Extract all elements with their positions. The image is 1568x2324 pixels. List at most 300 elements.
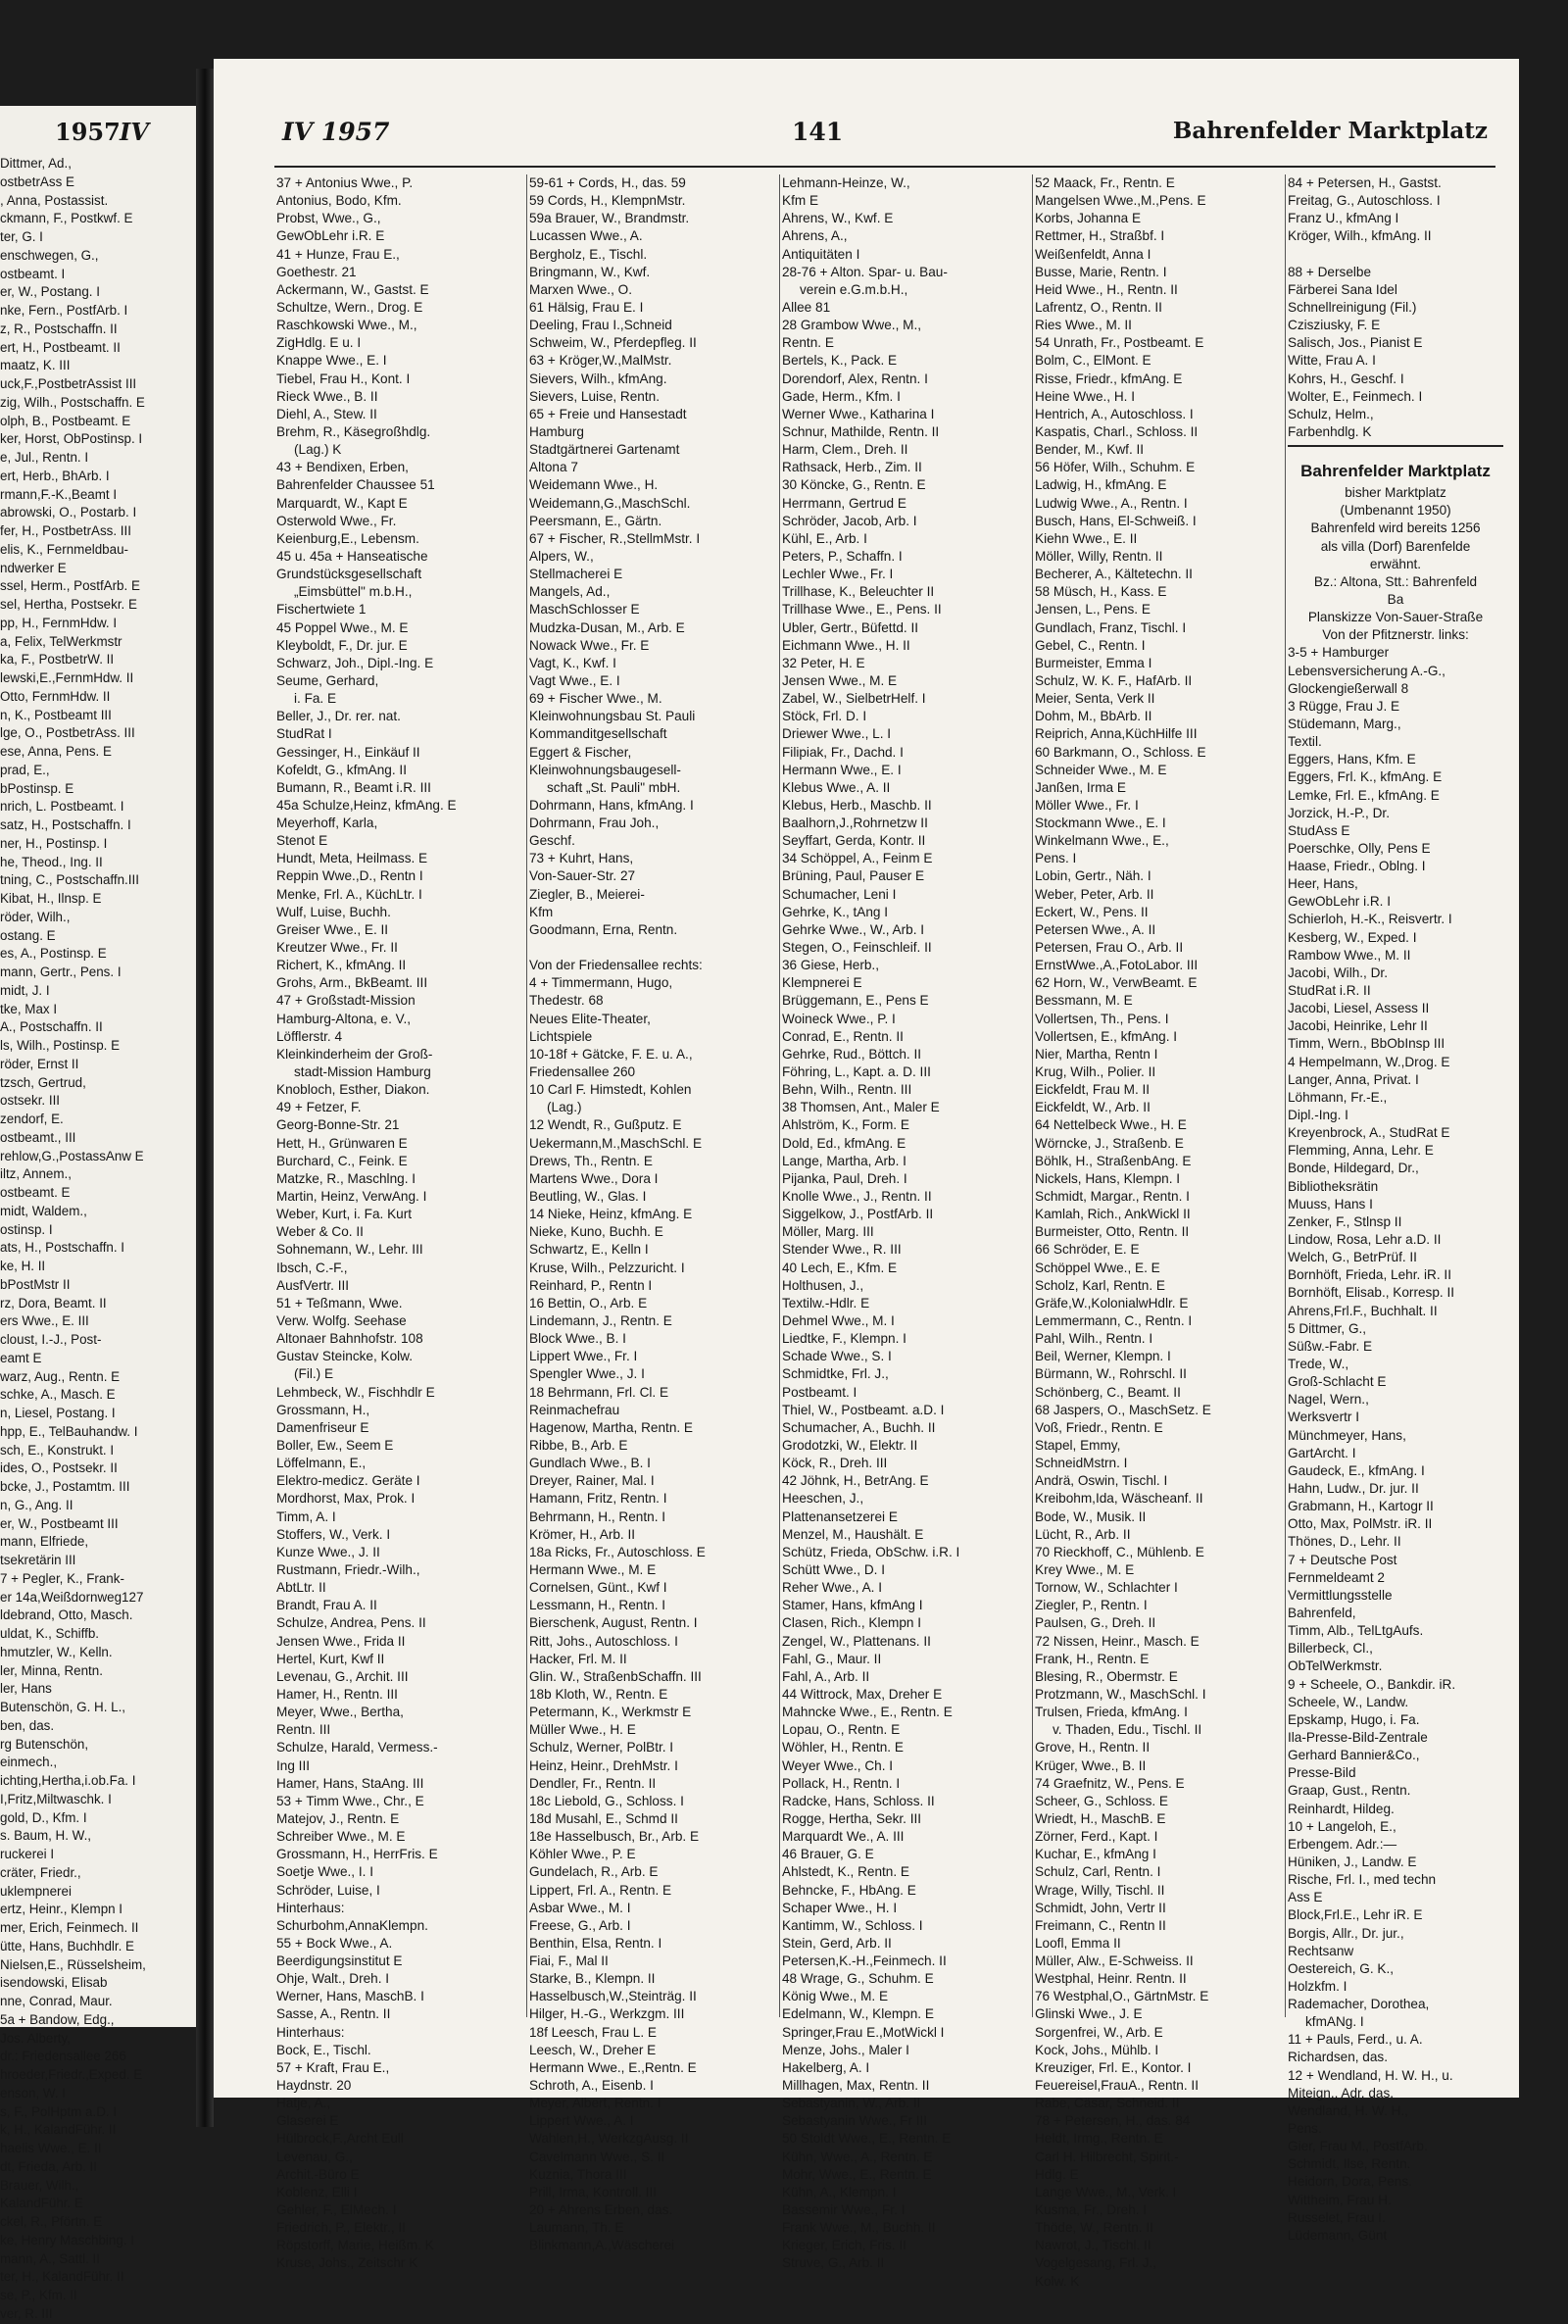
directory-entry: Gehrke, Rud., Böttch. II bbox=[782, 1046, 922, 1062]
directory-entry: Stenot E bbox=[276, 833, 328, 849]
directory-entry: Gundelach, R., Arb. E bbox=[529, 1864, 659, 1880]
column-2 bbox=[529, 174, 776, 2253]
left-page-entry: mer, Erich, Feinmech. II bbox=[0, 1920, 139, 1935]
directory-entry: Seyffart, Gerda, Kontr. II bbox=[782, 833, 926, 849]
directory-entry: Menze, Johs., Maler I bbox=[782, 2042, 909, 2057]
directory-entry: Gundlach, Franz, Tischl. I bbox=[1035, 619, 1187, 635]
directory-entry: Clasen, Rich., Klempn I bbox=[782, 1615, 922, 1631]
directory-entry: Bahrenfelder Chaussee 51 bbox=[276, 477, 435, 493]
left-page-entry: Nielsen,E., Rüsselsheim, bbox=[0, 1956, 146, 1972]
left-page-entry: ckmann, F., Postkwf. E bbox=[0, 211, 133, 226]
left-page-entry: s. Baum, H. W., bbox=[0, 1828, 92, 1844]
left-page-entry: , Anna, Postassist. bbox=[0, 192, 109, 208]
left-page-entry: ckel, R., Pförtn. E bbox=[0, 2214, 103, 2229]
directory-entry: 68 Jaspers, O., MaschSetz. E bbox=[1035, 1402, 1211, 1417]
directory-entry: Graap, Gust., Rentn. bbox=[1288, 1783, 1411, 1799]
directory-entry: Wolter, E., Feinmech. I bbox=[1288, 388, 1423, 404]
directory-entry: Trillhase, K., Beleuchter II bbox=[782, 584, 935, 600]
directory-entry: Rustmann, Friedr.-Wilh., bbox=[276, 1561, 420, 1577]
directory-entry: Kreibohm,Ida, Wäscheanf. II bbox=[1035, 1491, 1203, 1507]
directory-entry: Weber, Kurt, i. Fa. Kurt bbox=[276, 1207, 413, 1222]
directory-entry: Ahrens, W., Kwf. E bbox=[782, 211, 894, 226]
directory-entry: Alpers, W., bbox=[529, 548, 594, 564]
directory-entry: Hinterhaus: bbox=[276, 1900, 345, 1915]
directory-entry: Herrmann, Gertrud E bbox=[782, 495, 906, 511]
directory-entry: Schröder, Luise, I bbox=[276, 1882, 380, 1898]
directory-entry: Blesing, R., Obermstr. E bbox=[1035, 1668, 1178, 1684]
left-page-entry: ostbeamt. E bbox=[0, 1185, 71, 1200]
directory-entry: Kaspatis, Charl., Schloss. II bbox=[1035, 423, 1199, 439]
left-page-entry: er, W., Postang. I bbox=[0, 284, 100, 300]
directory-entry: 59-61 + Cords, H., das. 59 bbox=[529, 175, 686, 190]
directory-entry: Ziegler, P., Rentn. I bbox=[1035, 1598, 1148, 1613]
left-page-entry: ert, Herb., BhArb. I bbox=[0, 468, 110, 483]
directory-entry: Heinz, Heinr., DrehMstr. I bbox=[529, 1757, 678, 1773]
directory-entry: Weber & Co. II bbox=[276, 1224, 364, 1240]
directory-entry: Starke, B., Klempn. II bbox=[529, 1971, 656, 1987]
left-page-entry: pp, H., FernmHdw. I bbox=[0, 615, 118, 630]
left-page-entry: einmech., bbox=[0, 1755, 58, 1770]
directory-entry: Kröger, Wilh., kfmAng. II bbox=[1288, 228, 1432, 244]
left-page-entry: ostang. E bbox=[0, 927, 56, 943]
directory-entry: Reppin Wwe.,D., Rentn I bbox=[276, 868, 423, 884]
directory-entry: Lafrentz, O., Rentn. II bbox=[1035, 299, 1162, 315]
left-page-entry: iltz, Annem., bbox=[0, 1166, 72, 1182]
left-page-header bbox=[0, 114, 196, 153]
directory-entry: Stegen, O., Feinschleif. II bbox=[782, 940, 932, 956]
left-page-entry: s, F., PolHptm a.D. I bbox=[0, 2103, 118, 2119]
left-page-entry: rz, Dora, Beamt. II bbox=[0, 1295, 107, 1310]
directory-entry: Thönes, D., Lehr. II bbox=[1288, 1534, 1401, 1550]
directory-entry: Von der Pfitznerstr. links: bbox=[1322, 627, 1469, 643]
directory-entry: Hamer, Hans, StaAng. III bbox=[276, 1775, 424, 1791]
directory-entry: 58 Müsch, H., Kass. E bbox=[1035, 584, 1167, 600]
directory-entry: 4 + Timmermann, Hugo, bbox=[529, 975, 673, 991]
directory-entry: Hamer, H., Rentn. III bbox=[276, 1686, 398, 1702]
directory-entry: Werner, Hans, MaschB. I bbox=[276, 1989, 424, 2004]
directory-entry: Billerbeck, Cl., bbox=[1288, 1641, 1373, 1656]
directory-entry: Millhagen, Max, Rentn. II bbox=[782, 2078, 930, 2094]
directory-entry: Schumacher, Leni I bbox=[782, 886, 897, 902]
directory-entry: Lehmann-Heinze, W., bbox=[782, 175, 910, 190]
directory-entry: Lippert Wwe., Fr. I bbox=[529, 1349, 638, 1364]
directory-entry: Soetje Wwe., I. I bbox=[276, 1864, 373, 1880]
left-page-entry: enson, W. I bbox=[0, 2085, 66, 2101]
directory-entry: Gehler, F., ElMech. I bbox=[276, 2202, 397, 2218]
directory-entry: Kleinwohnungsbaugesell- bbox=[529, 762, 681, 777]
directory-entry: Ladwig, H., kfmAng. E bbox=[1035, 477, 1167, 493]
directory-entry: Eickfeldt, Frau M. II bbox=[1035, 1082, 1151, 1098]
directory-entry: Frank, H., Rentn. E bbox=[1035, 1651, 1150, 1666]
directory-entry: 4 Hempelmann, W.,Drog. E bbox=[1288, 1054, 1450, 1069]
directory-entry: Klempnerei E bbox=[782, 975, 862, 991]
directory-entry: Heid Wwe., H., Rentn. II bbox=[1035, 281, 1178, 297]
section-rule bbox=[1288, 445, 1503, 455]
directory-entry: Bertels, K., Pack. E bbox=[782, 353, 898, 369]
left-page-entry: abrowski, O., Postarb. I bbox=[0, 505, 137, 520]
left-page-entry: dr.: Friedensallee 266 bbox=[0, 2049, 126, 2064]
directory-entry: Lange Wwe., M., Verk. I bbox=[1035, 2184, 1177, 2200]
directory-entry: als villa (Dorf) Barenfelde bbox=[1320, 538, 1471, 554]
directory-entry: Woineck Wwe., P. I bbox=[782, 1011, 896, 1026]
directory-entry: SchneidMstrn. I bbox=[1035, 1456, 1128, 1471]
directory-entry: Hamann, Fritz, Rentn. I bbox=[529, 1491, 667, 1507]
directory-entry: Nowack Wwe., Fr. E bbox=[529, 637, 650, 653]
left-page-entry: röder, Wilh., bbox=[0, 909, 71, 924]
directory-entry: Weidemann Wwe., H. bbox=[529, 477, 659, 493]
directory-entry: Martens Wwe., Dora I bbox=[529, 1170, 659, 1186]
left-page-entry: ese, Anna, Pens. E bbox=[0, 744, 112, 759]
directory-entry: Schumacher, A., Buchh. II bbox=[782, 1419, 936, 1435]
left-page-entry: ertz, Heinr., Klempn I bbox=[0, 1902, 123, 1917]
directory-entry: Sievers, Wilh., kfmAng. bbox=[529, 371, 667, 386]
directory-entry: Trede, W., bbox=[1288, 1357, 1349, 1371]
directory-entry: Holzkfm. I bbox=[1288, 1978, 1348, 1994]
directory-entry: Peersmann, E., Gärtn. bbox=[529, 513, 662, 528]
directory-entry: StudAss E bbox=[1288, 822, 1350, 838]
directory-entry: 56 Höfer, Wilh., Schuhm. E bbox=[1035, 460, 1196, 475]
directory-entry: Löfflerstr. 4 bbox=[276, 1028, 342, 1044]
directory-entry: Scheer, G., Schloss. E bbox=[1035, 1793, 1168, 1808]
directory-entry: Franz U., kfmAng I bbox=[1288, 211, 1399, 226]
directory-entry: Pens. I bbox=[1035, 851, 1077, 866]
directory-entry: Hermann Wwe., E.,Rentn. E bbox=[529, 2059, 697, 2075]
directory-entry: Hüniken, J., Landw. E bbox=[1288, 1854, 1417, 1869]
left-page-entry: 5a + Bandow, Edg., bbox=[0, 2011, 115, 2027]
directory-entry: Sasse, A., Rentn. II bbox=[276, 2006, 391, 2022]
left-page-entry: ostbeamt. I bbox=[0, 266, 66, 281]
directory-entry: Bibliotheksrätin bbox=[1288, 1178, 1379, 1194]
column-divider bbox=[1032, 174, 1033, 2017]
directory-entry: Benthin, Elsa, Rentn. I bbox=[529, 1935, 662, 1951]
directory-entry: Ila-Presse-Bild-Zentrale bbox=[1288, 1729, 1428, 1745]
directory-entry: Lechler Wwe., Fr. I bbox=[782, 567, 894, 582]
left-page-entry: nrich, L. Postbeamt. I bbox=[0, 799, 124, 815]
left-page-entry: ka, F., PostbetrW. II bbox=[0, 652, 115, 668]
directory-entry: Kühl, E., Arb. I bbox=[782, 530, 867, 546]
directory-entry: erwähnt. bbox=[1369, 556, 1422, 571]
directory-entry: Knolle Wwe., J., Rentn. II bbox=[782, 1189, 932, 1205]
directory-entry: Schöppel Wwe., E. E bbox=[1035, 1260, 1160, 1275]
directory-entry: Lippert Wwe., A. I bbox=[529, 2113, 634, 2129]
directory-entry: 74 Graefnitz, W., Pens. E bbox=[1035, 1775, 1185, 1791]
directory-entry: Groß-Schlacht E bbox=[1288, 1374, 1387, 1390]
directory-entry: Voß, Friedr., Rentn. E bbox=[1035, 1419, 1163, 1435]
directory-entry: 10 Carl F. Himstedt, Kohlen bbox=[529, 1082, 692, 1098]
directory-entry: Deeling, Frau I.,Schneid bbox=[529, 318, 672, 333]
directory-entry: Timm, Wern., BbObInsp III bbox=[1288, 1036, 1446, 1052]
page-header bbox=[214, 118, 1519, 165]
directory-entry: Friedensallee 260 bbox=[529, 1064, 636, 1080]
left-page-entry: ostbetrAss E bbox=[0, 173, 74, 189]
directory-entry: Radcke, Hans, Schloss. II bbox=[782, 1793, 935, 1808]
directory-entry: Möller, Willy, Rentn. II bbox=[1035, 548, 1163, 564]
directory-entry: Bornhöft, Frieda, Lehr. iR. II bbox=[1288, 1267, 1451, 1283]
directory-entry: Haase, Friedr., Oblng. I bbox=[1288, 859, 1426, 874]
directory-entry: Schnur, Mathilde, Rentn. II bbox=[782, 423, 940, 439]
directory-entry: Kuchar, E., kfmAng I bbox=[1035, 1847, 1156, 1862]
directory-entry: Stockmann Wwe., E. I bbox=[1035, 816, 1166, 831]
directory-entry: Fahl, A., Arb. II bbox=[782, 1668, 870, 1684]
directory-entry: Protzmann, W., MaschSchl. I bbox=[1035, 1686, 1206, 1702]
directory-entry: Stadtgärtnerei Gartenamt bbox=[529, 442, 680, 458]
directory-entry: 53 + Timm Wwe., Chr., E bbox=[276, 1793, 424, 1808]
directory-entry: Von-Sauer-Str. 27 bbox=[529, 868, 636, 884]
left-page-entries bbox=[0, 155, 194, 2324]
directory-entry: Schultze, Wern., Drog. E bbox=[276, 299, 423, 315]
directory-entry: Krieger, Erich, Fris. II bbox=[782, 2238, 906, 2253]
directory-entry: Matejov, J., Rentn. E bbox=[276, 1810, 400, 1826]
directory-entry: Behncke, F., HbAng. E bbox=[782, 1882, 916, 1898]
left-page-entry: Dittmer, Ad., bbox=[0, 156, 72, 171]
left-page-entry: I,Fritz,Miltwaschk. I bbox=[0, 1791, 112, 1806]
directory-entry: Levenau, G., bbox=[276, 2149, 353, 2164]
directory-entry: Kreyenbrock, A., StudRat E bbox=[1288, 1125, 1450, 1141]
directory-entry: Loofl, Emma II bbox=[1035, 1935, 1121, 1951]
directory-entry: Gerhard Bannier&Co., bbox=[1288, 1748, 1420, 1763]
directory-entry: Koblenz, Elli I bbox=[276, 2184, 358, 2200]
directory-entry: Hamburg bbox=[529, 423, 584, 439]
left-page-entry: ben, das. bbox=[0, 1717, 55, 1733]
header-rule bbox=[274, 166, 1495, 168]
directory-entry: Vermittlungsstelle bbox=[1288, 1587, 1393, 1603]
directory-entry: Jorzick, H.-P., Dr. bbox=[1288, 805, 1390, 820]
directory-entry: Ziegler, B., Meierei- bbox=[529, 886, 645, 902]
directory-entry: Schaper Wwe., H. I bbox=[782, 1900, 898, 1915]
column-5 bbox=[1288, 174, 1503, 2243]
directory-entry: Baalhorn,J.,Rohrnetzw II bbox=[782, 816, 928, 831]
directory-entry: Scheele, W., Landw. bbox=[1288, 1694, 1409, 1709]
directory-entry: Lehmbeck, W., Fischhdlr E bbox=[276, 1384, 435, 1400]
column-divider bbox=[526, 174, 527, 2017]
directory-entry: Harm, Clem., Dreh. II bbox=[782, 442, 908, 458]
directory-entry: Reinmachefrau bbox=[529, 1402, 620, 1417]
directory-entry: Weber, Peter, Arb. II bbox=[1035, 886, 1154, 902]
directory-entry: Heldt, Irmg., Rentn. E bbox=[1035, 2131, 1163, 2147]
directory-entry: Ba bbox=[1387, 591, 1404, 607]
left-page-entry: ver, R. III bbox=[0, 2305, 53, 2321]
left-page-entry: e, Jul., Rentn. I bbox=[0, 450, 89, 465]
directory-entry: Filipiak, Fr., Dachd. I bbox=[782, 744, 904, 760]
directory-entry: Bock, E., Tischl. bbox=[276, 2042, 371, 2057]
directory-entry: Grodotzki, W., Elektr. II bbox=[782, 1437, 918, 1453]
directory-entry: Antonius, Bodo, Kfm. bbox=[276, 193, 402, 209]
directory-entry: Süßw.-Fabr. E bbox=[1288, 1338, 1373, 1354]
directory-entry: Dold, Ed., kfmAng. E bbox=[782, 1135, 906, 1151]
directory-entry: Busch, Hans, El-Schweiß. I bbox=[1035, 513, 1197, 528]
directory-entry: Block Wwe., B. I bbox=[529, 1331, 626, 1347]
directory-entry: Dohrmann, Hans, kfmAng. I bbox=[529, 797, 694, 813]
directory-entry: 67 + Fischer, R.,StellmMstr. I bbox=[529, 530, 701, 546]
directory-entry: Liedtke, F., Klempn. I bbox=[782, 1331, 906, 1347]
directory-entry: Hilger, H.-G., Werkzgm. III bbox=[529, 2006, 685, 2022]
directory-entry: Keienburg,E., Lebensm. bbox=[276, 530, 419, 546]
directory-entry: Hinterhaus: bbox=[276, 2024, 345, 2040]
directory-entry: Schulz, W. K. F., HafArb. II bbox=[1035, 672, 1193, 688]
directory-entry: Krug, Wilh., Polier. II bbox=[1035, 1064, 1156, 1080]
directory-entry: Nawrot, J., Tischl. II bbox=[1035, 2238, 1152, 2253]
directory-entry: Pens. bbox=[1288, 2121, 1322, 2137]
directory-entry: Elektro-medicz. Geräte I bbox=[276, 1473, 420, 1489]
directory-entry: Jacobi, Heinrike, Lehr II bbox=[1288, 1018, 1428, 1034]
directory-entry: Asbar Wwe., M. I bbox=[529, 1900, 631, 1915]
directory-entry: Carl H. Hilbrecht, Spirit.- bbox=[1035, 2149, 1179, 2164]
left-page-entry: ers Wwe., E. III bbox=[0, 1313, 89, 1329]
left-page-entry: sch, E., Konstrukt. I bbox=[0, 1442, 115, 1458]
left-page-entry: nke, Fern., PostfArb. I bbox=[0, 303, 128, 318]
directory-entry: Wendland, H. W. H., bbox=[1288, 2102, 1408, 2118]
directory-entry: Heidorn, Dora, Pens. bbox=[1288, 2174, 1412, 2190]
directory-entry: Hundt, Meta, Heilmass. E bbox=[276, 851, 428, 866]
left-page-entry: cräter, Friedr., bbox=[0, 1864, 81, 1880]
directory-entry: 44 Wittrock, Max, Dreher E bbox=[782, 1686, 943, 1702]
directory-entry: Kfm bbox=[529, 904, 554, 919]
directory-entry: Rettmer, H., Straßbf. I bbox=[1035, 228, 1165, 244]
left-page-entry: ostinsp. I bbox=[0, 1221, 53, 1237]
directory-entry: 45a Schulze,Heinz, kfmAng. E bbox=[276, 797, 457, 813]
directory-entry: 18 Behrmann, Frl. Cl. E bbox=[529, 1384, 669, 1400]
directory-entry: Sebastyanin Wwe., Fr III bbox=[782, 2113, 928, 2129]
directory-entry: 7 + Deutsche Post bbox=[1288, 1552, 1397, 1567]
directory-entry: Knobloch, Esther, Diakon. bbox=[276, 1082, 430, 1098]
directory-entry: Farbenhdlg. K bbox=[1288, 423, 1372, 439]
directory-entry: Schnellreinigung (Fil.) bbox=[1288, 299, 1417, 315]
directory-entry: 73 + Kuhrt, Hans, bbox=[529, 851, 634, 866]
directory-entry: Conrad, E., Rentn. II bbox=[782, 1028, 904, 1044]
directory-entry: Damenfriseur E bbox=[276, 1419, 369, 1435]
directory-entry: 52 Maack, Fr., Rentn. E bbox=[1035, 175, 1175, 190]
directory-entry: Hertel, Kurt, Kwf II bbox=[276, 1651, 385, 1666]
directory-entry: Werner Wwe., Katharina I bbox=[782, 406, 935, 421]
directory-entry: Müller Wwe., H. E bbox=[529, 1722, 636, 1738]
directory-entry: 88 + Derselbe bbox=[1288, 264, 1372, 279]
left-page-entry: he, Theod., Ing. II bbox=[0, 854, 103, 869]
directory-entry: Poerschke, Olly, Pens E bbox=[1288, 840, 1431, 856]
directory-entry: 63 + Kröger,W.,MalMstr. bbox=[529, 353, 672, 369]
directory-entry: Wulf, Luise, Buchh. bbox=[276, 904, 391, 919]
directory-entry: Andrä, Oswin, Tischl. I bbox=[1035, 1473, 1168, 1489]
directory-entry: Lindemann, J., Rentn. E bbox=[529, 1313, 672, 1328]
directory-entry: Schütt Wwe., D. I bbox=[782, 1561, 885, 1577]
directory-entry: 18c Liebold, G., Schloss. I bbox=[529, 1793, 684, 1808]
left-page-entry: Brauer, Wilh., bbox=[0, 2177, 79, 2193]
directory-entry: Gundlach Wwe., B. I bbox=[529, 1456, 651, 1471]
directory-entry: Schulz, Carl, Rentn. I bbox=[1035, 1864, 1161, 1880]
directory-entry: 45 Poppel Wwe., M. E bbox=[276, 619, 409, 635]
directory-entry: Lebensversicherung A.-G., bbox=[1288, 663, 1446, 678]
directory-entry: Rechtsanw bbox=[1288, 1943, 1354, 1958]
directory-entry: Lopau, O., Rentn. E bbox=[782, 1722, 901, 1738]
left-page-entry: er, W., Postbeamt III bbox=[0, 1515, 119, 1531]
directory-entry: Burchard, C., Feink. E bbox=[276, 1153, 408, 1168]
directory-entry: 46 Brauer, G. E bbox=[782, 1847, 874, 1862]
directory-entry: Gaudeck, E., kfmAng. I bbox=[1288, 1462, 1425, 1478]
directory-entry: Bahrenfeld, bbox=[1288, 1605, 1356, 1620]
directory-entry: Thedestr. 68 bbox=[529, 993, 604, 1009]
directory-entry: Schulz, Helm., bbox=[1288, 406, 1374, 421]
directory-entry: Heine Wwe., H. I bbox=[1035, 388, 1135, 404]
directory-entry: Wittheim, Frau H. bbox=[1288, 2192, 1392, 2207]
directory-entry: stadt-Mission Hamburg bbox=[294, 1064, 431, 1080]
directory-entry: Schneider Wwe., M. E bbox=[1035, 762, 1167, 777]
directory-entry: Frank Wwe., M., Buchh. II bbox=[782, 2220, 936, 2236]
directory-entry: Stapel, Emmy, bbox=[1035, 1437, 1121, 1453]
directory-entry: Vollertsen, E., kfmAng. I bbox=[1035, 1028, 1178, 1044]
directory-entry: Bessmann, M. E bbox=[1035, 993, 1133, 1009]
directory-entry: Otto, Max, PolMstr. iR. II bbox=[1288, 1516, 1433, 1532]
directory-entry: Kolw. K bbox=[1035, 2273, 1080, 2289]
directory-entry: Kuznia, Thora III bbox=[529, 2166, 627, 2182]
left-page-entry: ruckerei I bbox=[0, 1847, 55, 1861]
directory-entry: Erbengem. Adr.:— bbox=[1288, 1836, 1397, 1852]
directory-entry: Zabel, W., SielbetrHelf. I bbox=[782, 691, 926, 707]
directory-entry: Levenau, G., Archit. III bbox=[276, 1668, 409, 1684]
directory-entry: Schroth, A., Eisenb. I bbox=[529, 2078, 654, 2094]
directory-entry: Ackermann, W., Gastst. E bbox=[276, 281, 429, 297]
directory-entry: 57 + Kraft, Frau E., bbox=[276, 2059, 390, 2075]
directory-entry: Altona 7 bbox=[529, 460, 578, 475]
directory-entry: Sievers, Luise, Rentn. bbox=[529, 388, 660, 404]
left-page-entry: A., Postschaffn. II bbox=[0, 1019, 103, 1035]
directory-entry: Kunze Wwe., J. II bbox=[276, 1544, 380, 1559]
left-page-entry: röder, Ernst II bbox=[0, 1056, 79, 1071]
directory-entry: Rentn. III bbox=[276, 1722, 331, 1738]
directory-entry: Scholz, Karl, Rentn. E bbox=[1035, 1277, 1165, 1293]
directory-entry: Rische, Frl. I., med techn bbox=[1288, 1872, 1437, 1888]
directory-entry: Stein, Gerd, Arb. II bbox=[782, 1935, 892, 1951]
left-page-entry: ats, H., Postschaffn. I bbox=[0, 1240, 125, 1256]
left-page-entry: Jos. Alberty, bbox=[0, 2030, 71, 2046]
left-page-entry: isendowski, Elisab bbox=[0, 1975, 108, 1991]
directory-entry: Gebel, C., Rentn. I bbox=[1035, 637, 1146, 653]
directory-entry: Föhring, L., Kapt. a. D. III bbox=[782, 1064, 931, 1080]
directory-entry: Eggers, Frl. K., kfmAng. E bbox=[1288, 769, 1443, 785]
street-heading: Bahrenfelder Marktplatz bbox=[1172, 118, 1488, 144]
directory-entry: Heeschen, J., bbox=[782, 1491, 864, 1507]
directory-entry: 12 + Wendland, H. W. H., u. bbox=[1288, 2067, 1453, 2083]
directory-entry: Brüning, Paul, Pauser E bbox=[782, 868, 925, 884]
directory-entry: Nagel, Wern., bbox=[1288, 1392, 1369, 1408]
directory-entry: Eckert, W., Pens. II bbox=[1035, 904, 1149, 919]
left-page-entry: tke, Max I bbox=[0, 1001, 58, 1016]
left-page-entry: rehlow,G.,PostassAnw E bbox=[0, 1148, 144, 1163]
directory-entry: Oestereich, G. K., bbox=[1288, 1960, 1395, 1976]
directory-entry: 65 + Freie und Hansestadt bbox=[529, 406, 687, 421]
directory-entry: Winkelmann Wwe., E., bbox=[1035, 833, 1169, 849]
directory-entry: ZigHdlg. E u. I bbox=[276, 335, 362, 351]
column-4 bbox=[1035, 174, 1282, 2289]
directory-entry: Rentn. E bbox=[782, 335, 834, 351]
directory-entry: 49 + Fetzer, F. bbox=[276, 1100, 362, 1115]
directory-entry: GartArcht. I bbox=[1288, 1445, 1356, 1460]
column-divider bbox=[1285, 174, 1286, 2017]
left-page-entry: ke, Henry Maschbing. I bbox=[0, 2232, 134, 2248]
left-page-entry: ostbeamt., III bbox=[0, 1129, 76, 1145]
directory-entry: Gehrke Wwe., W., Arb. I bbox=[782, 921, 925, 937]
left-page-entry: prad, E., bbox=[0, 762, 50, 777]
directory-entry: Weyer Wwe., Ch. I bbox=[782, 1757, 894, 1773]
left-page-entry: 7 + Pegler, K., Frank- bbox=[0, 1570, 124, 1586]
left-page-entry: mann, Gertr., Pens. I bbox=[0, 964, 122, 979]
directory-entry: Kruse, Wilh., Pelzzuricht. I bbox=[529, 1260, 685, 1275]
left-page-entry: elis, K., Fernmeldbau- bbox=[0, 541, 128, 557]
directory-entry: Grove, H., Rentn. II bbox=[1035, 1740, 1151, 1755]
left-page-entry: ke, H. II bbox=[0, 1259, 46, 1273]
directory-entry: Reinhard, P., Rentn I bbox=[529, 1277, 653, 1293]
directory-entry: Greiser Wwe., E. II bbox=[276, 921, 389, 937]
directory-entry: bisher Marktplatz bbox=[1345, 485, 1446, 501]
directory-entry: Hdlg. E bbox=[1035, 2166, 1079, 2182]
